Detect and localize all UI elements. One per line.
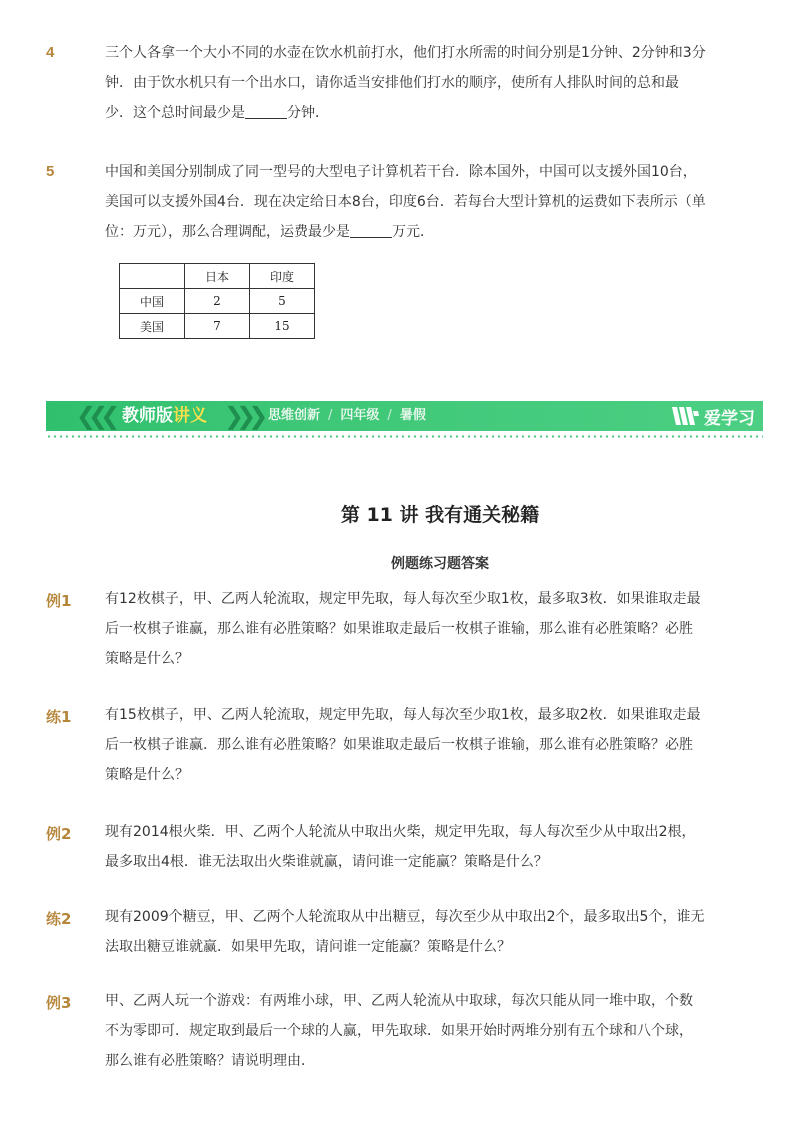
question-number: 5 <box>46 163 55 180</box>
table-cell: 7 <box>185 314 250 339</box>
example-label: 例2 <box>46 825 72 843</box>
example-line: 那么谁有必胜策略？请说明理由． <box>105 1053 315 1069</box>
page-banner <box>46 401 763 431</box>
breadcrumb-separator: / <box>328 408 333 423</box>
example-label: 例1 <box>46 592 72 610</box>
brand-mark-icon <box>670 405 700 427</box>
example-label: 例3 <box>46 994 72 1012</box>
breadcrumb-item: 四年级 <box>340 408 380 423</box>
shipping-cost-table <box>119 263 315 339</box>
example-line: 不为零即可．规定取到最后一个球的人赢，甲先取球．如果开始时两堆分别有五个球和八个球， <box>105 1023 693 1039</box>
example-line: 有12枚棋子，甲、乙两人轮流取，规定甲先取，每人每次至少取1枚，最多取3枚．如果谁取走最 <box>105 591 701 607</box>
question-line: 位：万元），那么合理调配，运费最少是 <box>105 224 350 240</box>
question-line: 万元． <box>392 224 434 240</box>
example-line: 策略是什么？ <box>105 767 189 783</box>
example-line: 最多取出4根．谁无法取出火柴谁就赢，请问谁一定能赢？策略是什么？ <box>105 854 548 870</box>
question-line: 分钟． <box>287 105 329 121</box>
answer-blank <box>350 223 392 238</box>
example-line: 策略是什么？ <box>105 651 189 667</box>
brand-logo <box>670 403 755 429</box>
table-header <box>120 264 185 289</box>
example-line: 现有2014根火柴．甲、乙两个人轮流从中取出火柴，规定甲先取，每人每次至少从中取出2根， <box>105 824 696 840</box>
table-cell: 5 <box>250 289 315 314</box>
table-cell: 15 <box>250 314 315 339</box>
table-cell: 中国 <box>120 289 185 314</box>
table-row <box>120 289 315 314</box>
table-cell: 美国 <box>120 314 185 339</box>
brand-name: 爱学习 <box>704 408 755 429</box>
question-line: 美国可以支援外国4台．现在决定给日本8台，印度6台．若每台大型计算机的运费如下表所示（单 <box>105 194 706 210</box>
question-line: 少．这个总时间最少是 <box>105 105 245 121</box>
table-header: 印度 <box>250 264 315 289</box>
table-header: 日本 <box>185 264 250 289</box>
example-line: 后一枚棋子谁赢．那么谁有必胜策略？如果谁取走最后一枚棋子谁输，那么谁有必胜策略？必胜 <box>105 737 693 753</box>
table-header-row <box>120 264 315 289</box>
breadcrumb-item: 思维创新 <box>268 408 321 423</box>
banner-dotted-rule <box>46 435 763 438</box>
example-label: 练1 <box>46 708 72 726</box>
chevron-left-icon: ❮❮❮ <box>76 402 113 430</box>
banner-title-main: 教师版 <box>122 406 173 426</box>
example-label: 练2 <box>46 910 72 928</box>
example-line: 后一枚棋子谁赢，那么谁有必胜策略？如果谁取走最后一枚棋子谁输，那么谁有必胜策略？必胜 <box>105 621 693 637</box>
example-line: 法取出糖豆谁就赢．如果甲先取，请问谁一定能赢？策略是什么？ <box>105 939 511 955</box>
question-line: 钟．由于饮水机只有一个出水口，请你适当安排他们打水的顺序，使所有人排队时间的总和最 <box>105 75 679 91</box>
breadcrumb-separator: / <box>387 408 392 423</box>
example-line: 现有2009个糖豆，甲、乙两个人轮流取从中出糖豆，每次至少从中取出2个，最多取出5个，谁无 <box>105 909 705 925</box>
example-line: 甲、乙两人玩一个游戏：有两堆小球，甲、乙两人轮流从中取球，每次只能从同一堆中取，个数 <box>105 993 693 1009</box>
banner-title-highlight: 讲义 <box>173 406 207 426</box>
table-row <box>120 314 315 339</box>
question-line: 三个人各拿一个大小不同的水壶在饮水机前打水，他们打水所需的时间分别是1分钟、2分钟和3分 <box>105 45 706 61</box>
chevron-right-icon: ❯❯❯ <box>224 402 261 430</box>
lecture-title: 第 11 讲 我有通关秘籍 <box>340 504 540 526</box>
answer-blank <box>245 104 287 119</box>
breadcrumb-item: 暑假 <box>399 408 426 423</box>
question-body <box>105 157 725 247</box>
table-cell: 2 <box>185 289 250 314</box>
question-body <box>105 38 725 128</box>
breadcrumb <box>268 408 426 424</box>
question-line: 中国和美国分别制成了同一型号的大型电子计算机若干台．除本国外，中国可以支援外国10台， <box>105 164 697 180</box>
example-line: 有15枚棋子，甲、乙两人轮流取，规定甲先取，每人每次至少取1枚，最多取2枚．如果谁取走最 <box>105 707 701 723</box>
question-number: 4 <box>46 44 55 61</box>
banner-title <box>122 405 207 427</box>
section-title: 例题练习题答案 <box>391 556 489 572</box>
